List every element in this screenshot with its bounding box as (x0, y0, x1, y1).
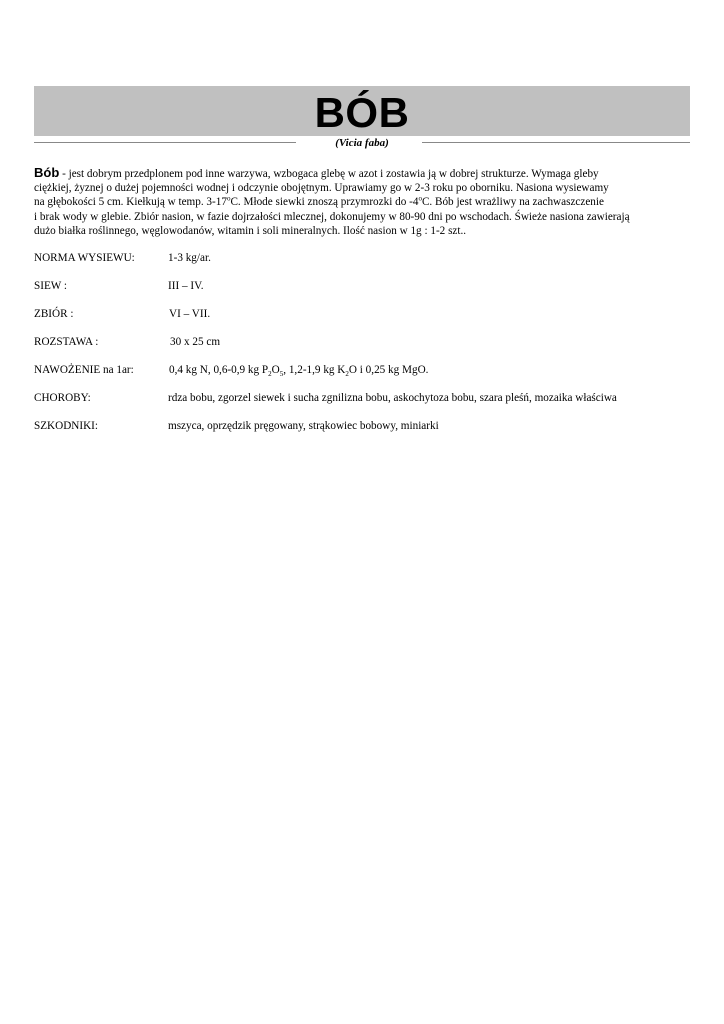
intro-lead: Bób (34, 165, 60, 180)
choroby-value: rdza bobu, zgorzel siewek i sucha zgnilizna bobu, askochytoza bobu, szara pleśń, mozaika właściwa (168, 392, 617, 404)
rozstawa-value: 30 x 25 cm (170, 336, 221, 348)
intro-line-2: ciężkiej, żyznej o dużej pojemności wodnej i odczynie obojętnym. Uprawiamy go w 2-3 roku po oborniku. Nasiona wysiewamy (34, 182, 609, 195)
szkodniki-label: SZKODNIKI: (34, 420, 99, 432)
latin-name: (Vicia faba) (335, 137, 389, 149)
siew-value: III – IV. (168, 280, 204, 292)
intro-line-1: Bób - jest dobrym przedplonem pod inne warzywa, wzbogaca glebę w azot i zostawia ją w dobrej strukturze. Wymaga gleby (34, 165, 599, 180)
rozstawa-label: ROZSTAWA : (34, 336, 99, 348)
nawozenie-value: 0,4 kg N, 0,6-0,9 kg $P_2O_5$, 1,2-1,9 kg $K_2O$ i 0,25 kg MgO. (169, 364, 429, 379)
choroby-label: CHOROBY: (34, 392, 91, 404)
szkodniki-value: mszyca, oprzędzik pręgowany, strąkowiec bobowy, miniarki (168, 420, 439, 432)
norma-label: NORMA WYSIEWU: (34, 252, 135, 264)
subtitle-rule-right (422, 142, 690, 143)
intro-line-5: dużo białka roślinnego, węglowodanów, witamin i soli mineralnych. Ilość nasion w 1g : 1-2 szt.. (34, 224, 467, 237)
zbior-value: VI – VII. (169, 308, 211, 320)
intro-line-3: na głębokości 5 cm. Kiełkują w temp. 3-17$^o$C. Młode siewki znoszą przymrozki do -4$^o$C. Bób jest wrażliwy na zachwaszczenie (34, 194, 604, 209)
siew-label: SIEW : (34, 280, 68, 292)
zbior-label: ZBIÓR : (34, 308, 74, 320)
page-title: BÓB (314, 89, 410, 136)
nawozenie-label: NAWOŻENIE na 1ar: (34, 364, 134, 376)
norma-value: 1-3 kg/ar. (168, 252, 211, 264)
intro-line-4: i brak wody w glebie. Zbiór nasion, w fazie dojrzałości mlecznej, dokonujemy w 80-90 dni po wschodach. Świeże nasiona zawierają (34, 210, 630, 223)
intro-paragraph (34, 166, 704, 238)
